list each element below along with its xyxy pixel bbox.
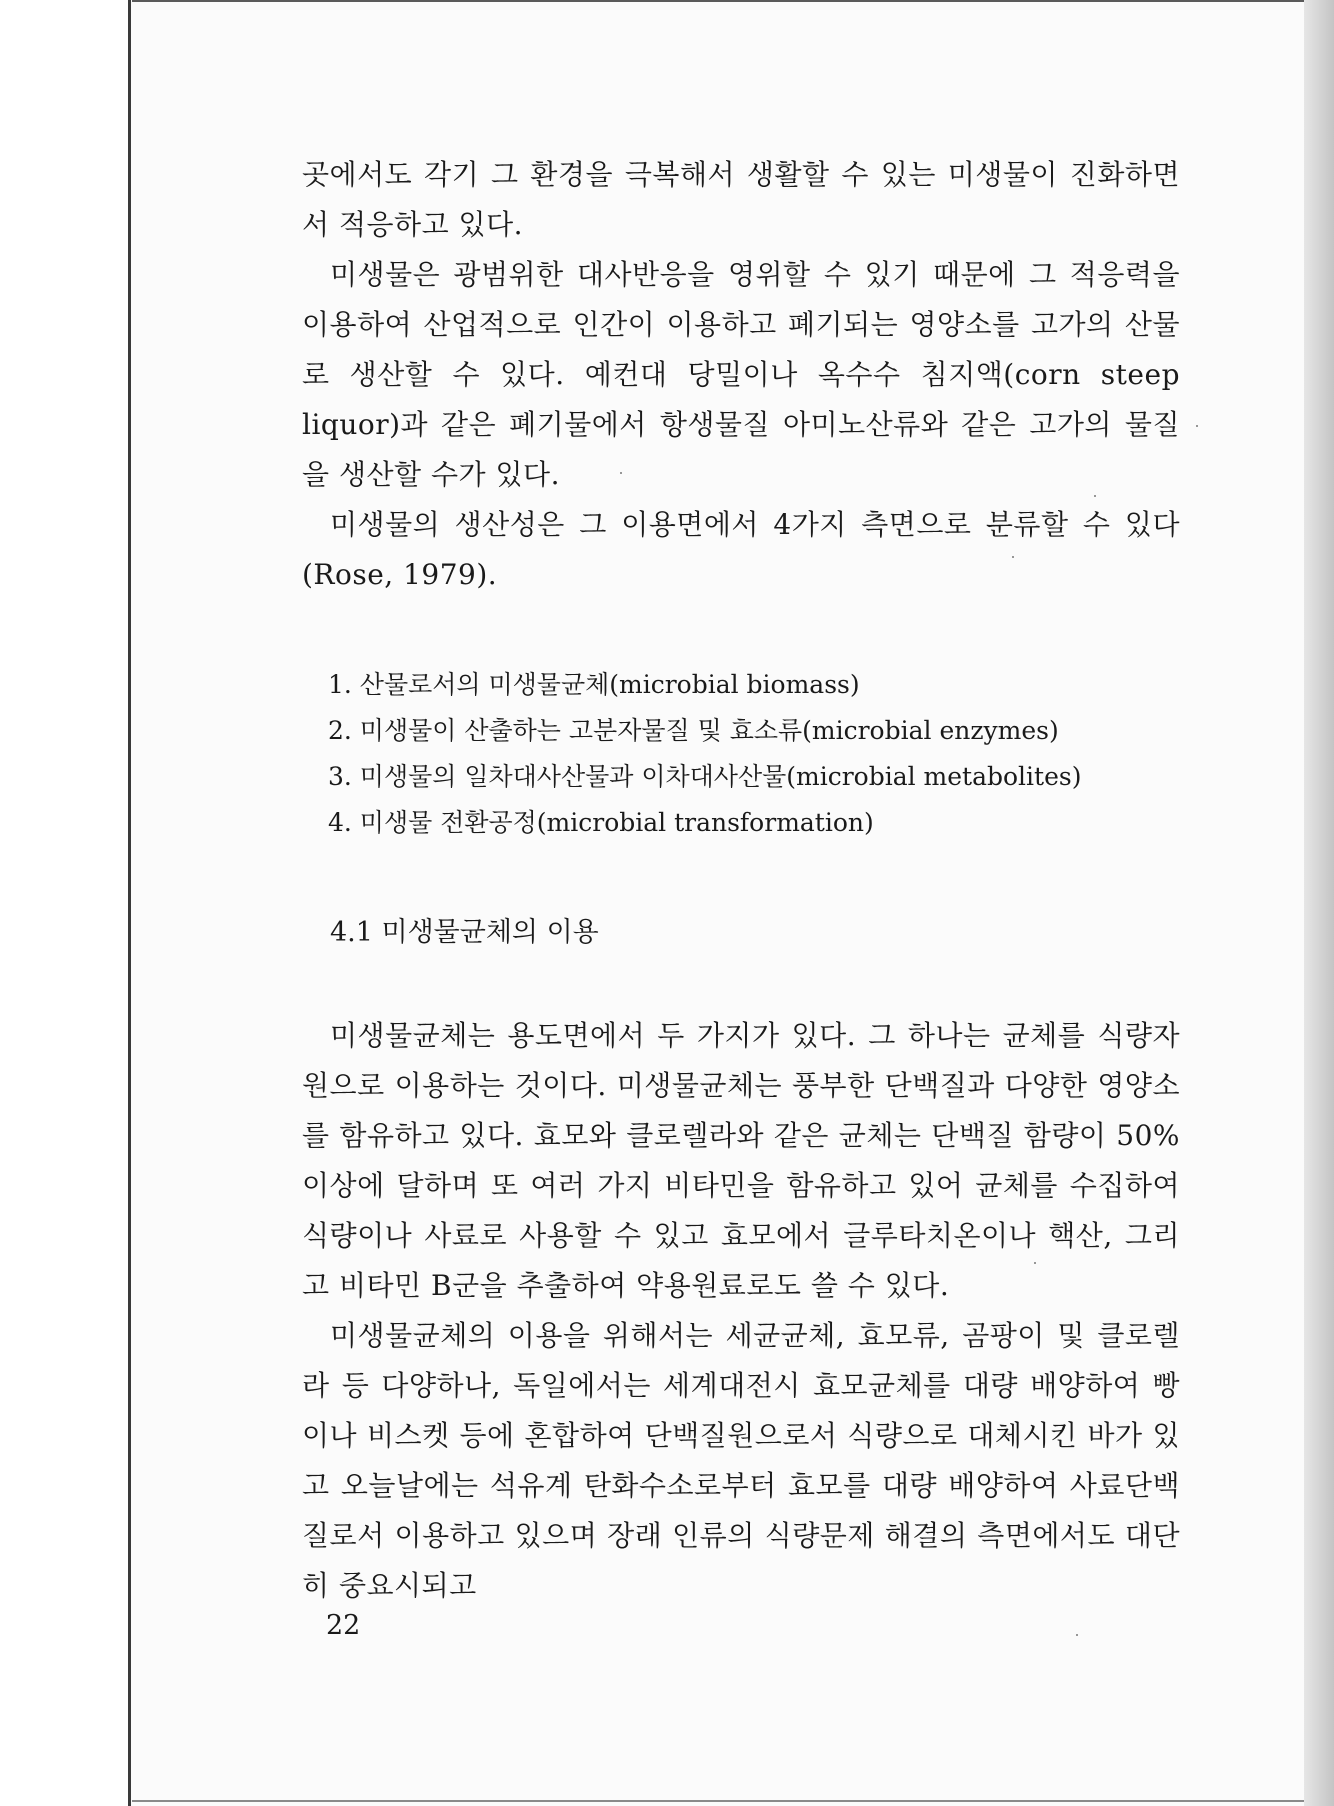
print-speck [1196,425,1198,427]
section-heading: 4.1 미생물균체의 이용 [330,917,599,948]
print-speck [1076,1634,1078,1636]
left-margin [0,0,128,1806]
classification-list [328,662,1188,846]
page-bottom-edge [132,1800,1304,1802]
page-right-shadow [1304,0,1334,1806]
paragraph-1: 곳에서도 각기 그 환경을 극복해서 생활할 수 있는 미생물이 진화하면서 적응하고 있다. [302,158,1180,241]
print-speck [1034,1262,1036,1264]
paragraph-3: 미생물의 생산성은 그 이용면에서 4가지 측면으로 분류할 수 있다 (Rose, 1979). [302,508,1180,591]
paragraph-2: 미생물은 광범위한 대사반응을 영위할 수 있기 때문에 그 적응력을 이용하여 산업적으로 인간이 이용하고 폐기되는 영양소를 고가의 산물로 생산할 수 있다. 예컨대 당밀이나 옥수수 침지액(corn steep liquor)과 같은 폐기물에서 항생물질 아미노산류와 같은 고가의 물질을 생산할 수가 있다. [302,258,1180,491]
section-text [302,1011,1180,1611]
page-top-edge [132,0,1304,2]
list-item: 4. 미생물 전환공정(microbial transformation) [328,808,874,837]
print-speck [620,472,622,474]
page-number: 22 [326,1610,361,1641]
list-item: 1. 산물로서의 미생물균체(microbial biomass) [328,670,860,699]
print-speck [1094,495,1096,497]
intro-text [302,150,1180,600]
list-item: 2. 미생물이 산출하는 고분자물질 및 효소류(microbial enzymes) [328,716,1059,745]
paragraph-5: 미생물균체의 이용을 위해서는 세균균체, 효모류, 곰팡이 및 클로렐라 등 다양하나, 독일에서는 세계대전시 효모균체를 대량 배양하여 빵이나 비스켓 등에 혼합하여 단백질원으로서 식량으로 대체시킨 바가 있고 오늘날에는 석유계 탄화수소로부터 효모를 대량 배양하여 사료단백질로서 이용하고 있으며 장래 인류의 식량문제 해결의 측면에서도 대단히 중요시되고 [302,1319,1180,1602]
print-speck [1012,556,1014,558]
list-item: 3. 미생물의 일차대사산물과 이차대사산물(microbial metabolites) [328,762,1082,791]
paragraph-4: 미생물균체는 용도면에서 두 가지가 있다. 그 하나는 균체를 식량자원으로 이용하는 것이다. 미생물균체는 풍부한 단백질과 다양한 영양소를 함유하고 있다. 효모와 클로렐라와 같은 균체는 단백질 함량이 50% 이상에 달하며 또 여러 가지 비타민을 함유하고 있어 균체를 수집하여 식량이나 사료로 사용할 수 있고 효모에서 글루타치온이나 핵산, 그리고 비타민 B군을 추출하여 약용원료로도 쓸 수 있다. [302,1019,1180,1302]
